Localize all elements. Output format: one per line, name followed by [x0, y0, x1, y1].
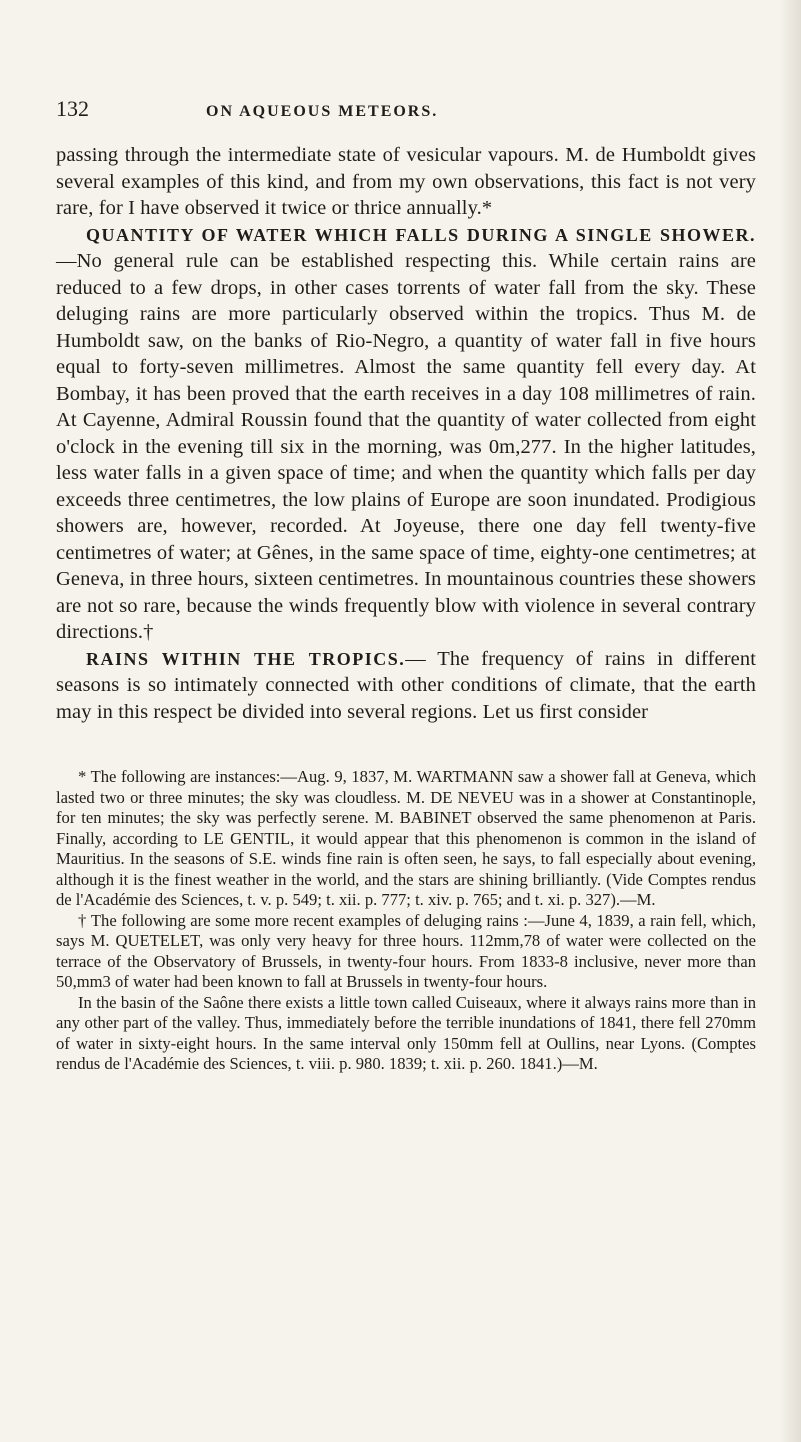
page-number: 132 — [56, 96, 89, 121]
section-body: — The frequency of rains in different seasons is so intimately connected with other conditions of climate, that the earth may in this respect be divided into several regions. Let us first consider — [56, 647, 756, 723]
section-rains-within-tropics — [56, 646, 756, 726]
running-title: ON AQUEOUS METEORS. — [206, 103, 439, 120]
section-quantity-of-water — [56, 222, 756, 646]
footnote: † The following are some more recent examples of deluging rains :—June 4, 1839, a rain fell, which, says M. QUETELET, was only very heavy for three hours. 112mm,78 of water were collected on the terrace of the Observatory of Brussels, in twenty-four hours. From 1833-8 inclusive, never more than 50,mm3 of water had been known to fall at Brussels in twenty-four hours. — [56, 910, 756, 991]
book-page — [56, 96, 756, 1075]
footnote: In the basin of the Saône there exists a little town called Cuiseaux, where it always rains more than in any other part of the valley. Thus, immediately before the terrible inundations of 1841, there fell 270mm of water in sixty-eight hours. In the same interval only 150mm fell at Oullins, near Lyons. (Comptes rendus de l'Académie des Sciences, t. viii. p. 980. 1839; t. xii. p. 260. 1841.)—M. — [56, 992, 756, 1073]
section-heading: RAINS WITHIN THE TROPICS. — [86, 648, 406, 669]
footnotes — [56, 767, 756, 1075]
page-edge-shadow — [779, 0, 801, 1442]
section-body: —No general rule can be established respecting this. While certain rains are reduced to a few drops, in other cases torrents of water fall from the sky. These deluging rains are more particularly observed within the tropics. Thus M. de Humboldt saw, on the banks of Rio-Negro, a quantity of water fall in five hours equal to forty-seven millimetres. Almost the same quantity fell every day. At Bombay, it has been proved that the earth receives in a day 108 millimetres of rain. At Cayenne, Admiral Roussin found that the quantity of water collected from eight o'clock in the evening till six in the morning, was 0m,277. In the higher latitudes, less water falls in a given space of time; and when the quantity which falls per day exceeds three centimetres, the low plains of Europe are soon inundated. Prodigious showers are, however, recorded. At Joyeuse, there one day fell twenty-five centimetres of water; at Gênes, in the same space of time, eighty-one centimetres; at Geneva, in three hours, sixteen centimetres. In mountainous countries these showers are not so rare, because the winds frequently blow with violence in several contrary directions.† — [56, 250, 756, 643]
section-heading: QUANTITY OF WATER WHICH FALLS DURING A SINGLE SHOWER. — [86, 224, 756, 245]
main-text — [56, 142, 756, 725]
footnote: * The following are instances:—Aug. 9, 1837, M. WARTMANN saw a shower fall at Geneva, which lasted two or three minutes; the sky was cloudless. M. DE NEVEU was in a shower at Constantinople, for ten minutes; the sky was perfectly serene. M. BABINET observed the same phenomenon at Paris. Finally, according to LE GENTIL, it would appear that this phenomenon is common in the island of Mauritius. In the seasons of S.E. winds fine rain is often seen, he says, to fall especially about evening, although it is the finest weather in the world, and the stars are shining brilliantly. (Vide Comptes rendus de l'Académie des Sciences, t. v. p. 549; t. xii. p. 777; t. xiv. p. 765; and t. xi. p. 327).—M. — [56, 767, 756, 909]
page-header — [56, 96, 756, 136]
paragraph-continued: passing through the intermediate state of vesicular vapours. M. de Humboldt gives several examples of this kind, and from my own observations, this fact is not very rare, for I have observed it twice or thrice annually.* — [56, 144, 756, 219]
